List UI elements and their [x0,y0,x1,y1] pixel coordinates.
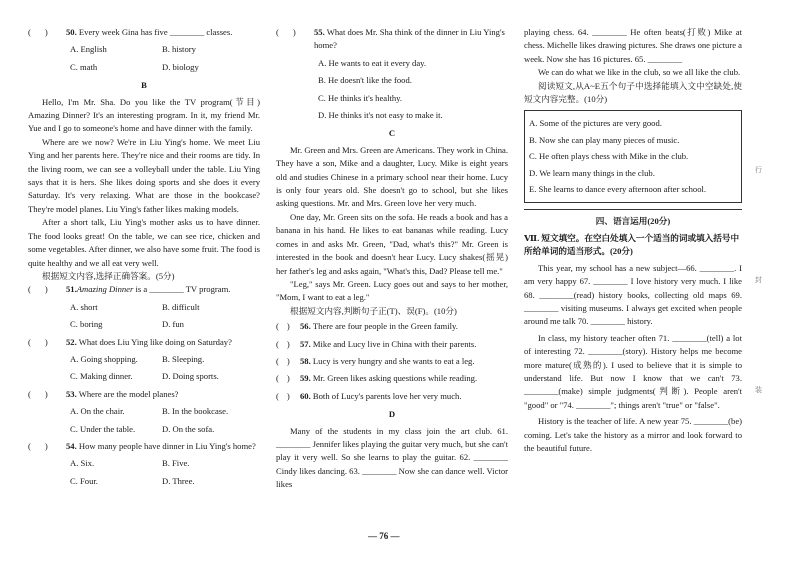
section-c-heading: C [388,128,396,139]
cloze-para: History is the teacher of life. A new year 75. ________(be) coming. Let's take the history as a mirror and look forward to the beautiful future. [524,416,742,453]
section-7-instruction: Ⅶ. 短文填空。在空白处填入一个适当的词或填入括号中所给单词的适当形式。(20分) [524,232,740,257]
passage-c-para: "Leg," says Mr. Green. Lucy goes out and says to her mother, "Mom, I want to eat a leg." [276,278,508,303]
question-51: ( ) 51.Amazing Dinner is a ________ TV program. [28,284,231,295]
column-right [524,26,742,455]
passage-c-para: One day, Mr. Green sits on the sofa. He reads a book and has a banana in his hand. He likes to eat bananas while reading. Lucy comes in and asks Mr. Green, "Dad, what's this?" Mr. Green is interested in the book and doesn't hear Lucy. Lucy shakes(摇晃) her father's leg and asks again, "What's this, Dad? Please tell me." [276,211,508,276]
binding-mark: 封 [755,276,762,284]
question-50: ( ) 50. Every week Gina has five ________ classes. [28,27,233,37]
binding-mark: 行 [755,166,762,174]
question-52: ( ) 52. What does Liu Ying like doing on Saturday? [28,336,232,347]
tf-question: ( ) 60. Both of Lucy's parents love her very much. [276,390,462,401]
instruction: 根据短文内容,判断句子正(T)、误(F)。(10分) [290,305,457,316]
passage-b-para: Where are we now? We're in Liu Ying's home. We meet Liu Ying and her parents here. They're nice and their rooms are tidy. In the living room, we can see a volleyball under the table. Liu Ying says that it is hers. She likes doing sports and she does it every Saturday. It's very relaxing. What are those in the bookcase? They're model planes. Liu Ying's father likes making models. [28,136,260,214]
passage-d-para: Many of the students in my class join the art club. 61. ________ Jennifer likes playing the guitar very much, but she can't play it very well. So she learns to play the guitar. 62. ________ Cindy likes dancing. 63. ________ Now she can dance well. Victor likes [276,425,508,490]
passage-c-para: Mr. Green and Mrs. Green are Americans. They work in China. They have a son, Mike and a daughter, Lucy. Mike is eight years old and studies Chinese in a primary school near their home. Lucy is only four years old. She doesn't go to school, but she likes asking questions. Mr. and Mrs. Green love her very much. [276,144,508,209]
column-left: ( ) 50. Every week Gina has five ________ classes. A. English B. history C. math D. biology B Hello, I'm Mr. Sha. Do you like the TV program(节目) Amazing Dinner? It's an interesting program. In it, my friend Mr. Yue and I go to someone's home and have dinner with the family. Where are we now? We're in Liu Ying's home. We meet Liu Ying and her parents here. They're nice and their rooms are tidy. In the living room, we can see a volleyball under the table. Liu Ying says that it is hers. She likes doing sports and she does it every Saturday. It's very relaxing. What are those in the bookcase? They're model planes. Liu Ying's father likes making models. After a short talk, Liu Ying's mother asks us to have dinner. The food looks great! On the table, we can see rice, chicken and some vegetables. After dinner, we also have some fruit. The food is quite healthy and we all eat very well. 根据短文内容,选择正确答案。(5分) ( ) 51.Amazing Dinner is a ________ TV program. A. short B. difficult C. boring D. fun ( ) 52. What does Liu Ying like doing on Saturday? A. Going shopping. B. Sleeping. C. Making dinner. D. Doing sports. ( ) 53. Where are the model planes? A. On the chair. B. In the bookcase. C. Under the table. D. On the sofa. ( ) 54. How many people have dinner in Liu Ying's home? A. Six. B. Five. C. Four. D. Three. [28,27,260,486]
tf-question: ( ) 58. Lucy is very hungry and she wants to eat a leg. [276,355,475,366]
binding-mark: 装 [755,386,762,394]
tf-question: ( ) 59. Mr. Green likes asking questions while reading. [276,373,478,384]
section-4-heading: 四、语言运用(20分) [595,216,671,227]
page-number: — 76 — [368,531,400,541]
tf-question: ( ) 57. Mike and Lucy live in China with their parents. [276,338,477,349]
instruction: 根据短文内容,选择正确答案。(5分) [42,270,175,281]
section-b-heading: B [141,80,147,91]
section-d-heading: D [388,409,396,420]
instruction: 阅读短文,从A~E五个句子中选择能填入文中空缺处,使短文内容完整。(10分) [524,80,742,105]
cloze-para: This year, my school has a new subject—66. ________. I am very happy 67. ________ I love history very much. I like 68. ________(read) history books, collecting old maps 69. ________ visiting museums. I always get excited when people around me talk 70. ________ history. [524,262,742,327]
question-54: ( ) 54. How many people have dinner in Liu Ying's home? [28,440,256,451]
options-box: A. Some of the pictures are very good. B. Now she can play many pieces of music. C. He often plays chess with Mike in the club. D. We learn many things in the club. E. She learns to dance every afternoon after school. [524,110,742,203]
question-55: ( ) 55. What does Mr. Sha think of the dinner in Liu Ying's home? [276,27,505,51]
cloze-para: In class, my history teacher often 71. ________(tell) a lot of interesting 72. ________(story). History helps me become more mature(成熟的). I used to believe that it is simple to understand life. But now I know that we can't 73. ________(make) simple judgments(判断). People aren't "good" or "74. ________"; things aren't "true" or "false". [524,332,742,410]
passage-b-para: Hello, I'm Mr. Sha. Do you like the TV program(节目) Amazing Dinner? It's an interesting program. In it, my friend Mr. Yue and I go to someone's home and have dinner with the family. [28,96,260,134]
passage-d-end: We can do what we like in the club, so we all like the club. [538,67,741,78]
passage-b-para: After a short talk, Liu Ying's mother asks us to have dinner. The food looks great! On the table, we can see rice, chicken and some vegetables. After dinner, we also have some fruit. The food is quite healthy and we all eat very well. [28,217,260,268]
tf-question: ( ) 56. There are four people in the Green family. [276,321,458,332]
question-53: ( ) 53. Where are the model planes? [28,388,179,399]
passage-d-cont: playing chess. 64. ________ He often beats(打败) Mike at chess. Michelle likes drawing pictures. She draws one picture a week. Now she has 16 pictures. 65. ________ [524,27,742,64]
column-middle: ( ) 55. What does Mr. Sha think of the dinner in Liu Ying's home? A. He wants to eat it every day. B. He doesn't like the food. C. He thinks it's healthy. D. He thinks it's not easy to make it. C Mr. Green and Mrs. Green are Americans. They work in China. They have a son, Mike and a daughter, Lucy. Mike is eight years old and studies Chinese in a primary school near their home. Lucy is only four years old. She doesn't go to school, but she likes asking questions. Mr. and Mrs. Green love her very much. One day, Mr. Green sits on the sofa. He reads a book and has a banana in his hand. He likes to eat bananas while reading. Lucy comes in and asks Mr. Green, "Dad, what's this?" Mr. Green is interested in the book and doesn't hear Lucy. Lucy shakes(摇晃) her father's leg and asks again, "What's this, Dad? Please tell me." "Leg," says Mr. Green. Lucy goes out and says to her mother, "Mom, I want to eat a leg." 根据短文内容,判断句子正(T)、误(F)。(10分) ( ) 56. There are four people in the Green family. ( ) 57. Mike and Lucy live in China with their parents. ( ) 58. Lucy is very hungry and she wants to eat a leg. ( ) 59. Mr. Green likes asking questions while reading. ( ) 60. Both of Lucy's parents love her very much. D Many of the students in my class join the art club. 61. ________ Jennifer likes playing the guitar very much, but she can't play it very well. So she learns to play the guitar. 62. ________ Cindy likes dancing. 63. ________ Now she can dance well. Victor likes [276,26,508,492]
